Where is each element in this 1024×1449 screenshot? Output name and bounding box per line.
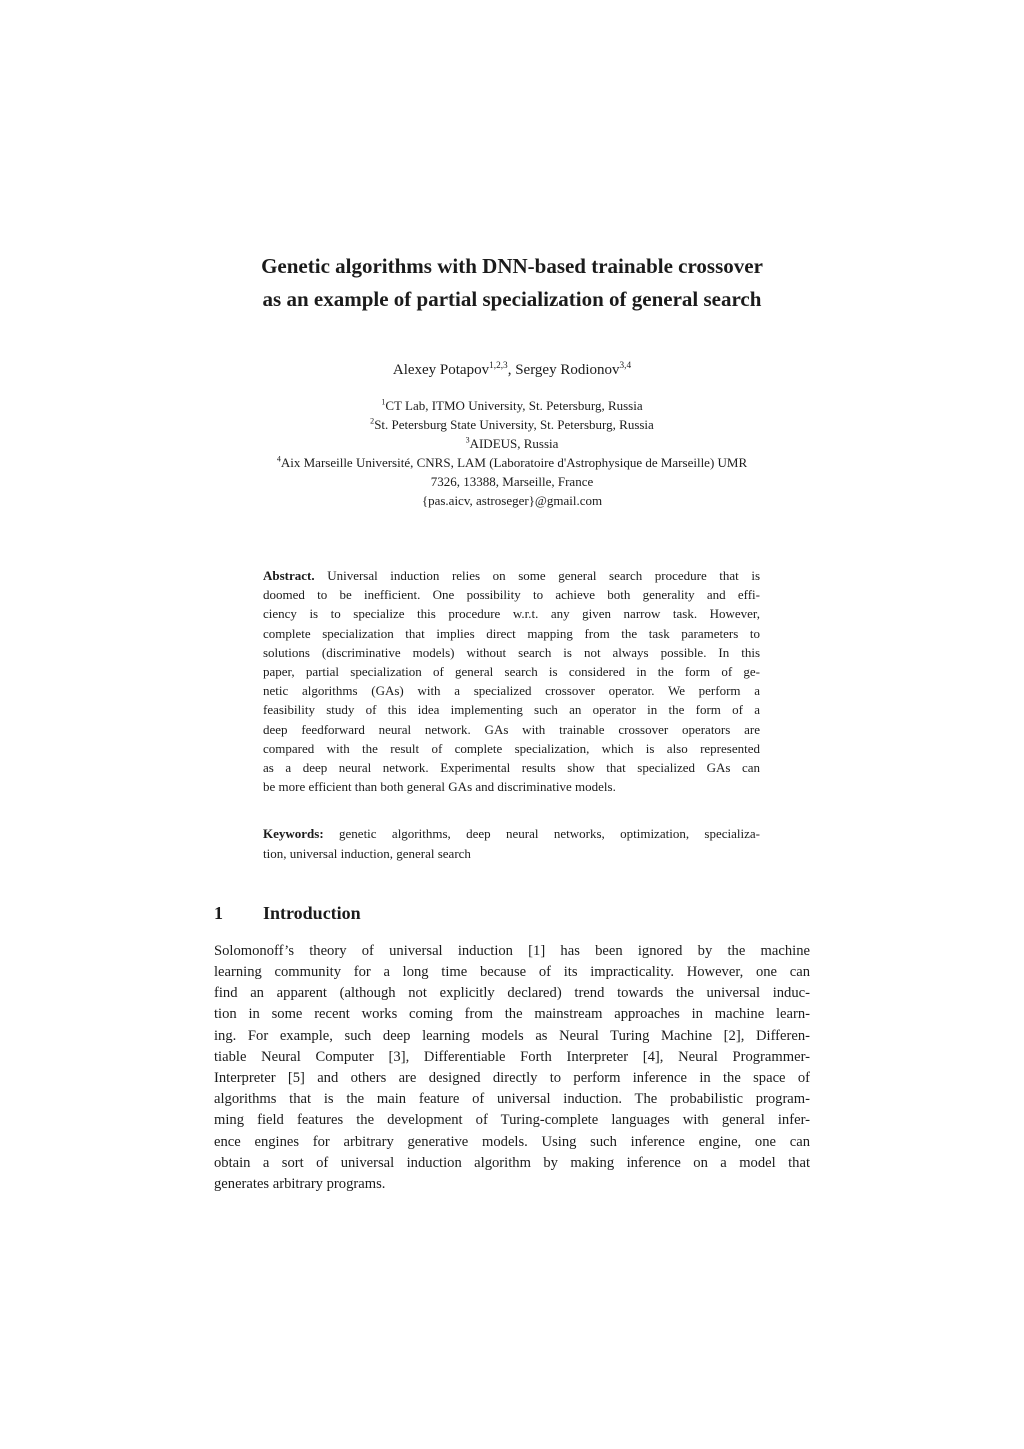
author-name-2: Sergey Rodionov bbox=[515, 362, 620, 378]
keywords-line: Keywords: genetic algorithms, deep neural networks, optimization, specializa- bbox=[263, 826, 760, 842]
affiliation-text-3: AIDEUS, Russia bbox=[469, 436, 559, 451]
abstract-line: doomed to be inefficient. One possibility to achieve both generality and effi- bbox=[263, 587, 760, 603]
paper-title-line-1: Genetic algorithms with DNN-based trainable crossover bbox=[261, 254, 763, 278]
abstract-label: Abstract. bbox=[263, 568, 315, 583]
affiliations-block bbox=[214, 396, 810, 510]
paragraph-line: ence engines for arbitrary generative models. Using such inference engine, one can bbox=[214, 1133, 810, 1150]
abstract-line: Abstract. Universal induction relies on some general search procedure that is bbox=[263, 568, 760, 583]
affiliation-line bbox=[214, 434, 810, 453]
abstract-line: as a deep neural network. Experimental results show that specialized GAs can bbox=[263, 760, 760, 776]
affiliation-text-5: 7326, 13388, Marseille, France bbox=[430, 474, 594, 489]
authors-separator: , bbox=[507, 362, 516, 378]
introduction-paragraph bbox=[214, 941, 810, 1195]
affiliation-text-4: Aix Marseille Université, CNRS, LAM (Laboratoire d'Astrophysique de Marseille) UMR bbox=[280, 455, 748, 470]
section-number: 1 bbox=[214, 902, 223, 923]
paper-title bbox=[214, 0, 810, 316]
paragraph-line: Solomonoff’s theory of universal induction [1] has been ignored by the machine bbox=[214, 942, 810, 959]
paragraph-line: algorithms that is the main feature of universal induction. The probabilistic program- bbox=[214, 1091, 810, 1108]
affiliation-line bbox=[214, 396, 810, 415]
abstract-line: complete specialization that implies direct mapping from the task parameters to bbox=[263, 625, 760, 641]
abstract-line: feasibility study of this idea implementing such an operator in the form of a bbox=[263, 702, 760, 718]
abstract-line: paper, partial specialization of general search is considered in the form of ge- bbox=[263, 664, 760, 680]
keywords-line: tion, universal induction, general search bbox=[263, 845, 471, 861]
abstract-line: compared with the result of complete specialization, which is also represented bbox=[263, 740, 760, 756]
affiliation-sup-1: 1 bbox=[381, 397, 386, 407]
section-heading-introduction bbox=[214, 901, 810, 925]
paragraph-line: Interpreter [5] and others are designed directly to perform inference in the space of bbox=[214, 1070, 810, 1087]
affiliation-line bbox=[214, 415, 810, 434]
affiliation-text-2: St. Petersburg State University, St. Petersburg, Russia bbox=[374, 417, 654, 432]
text-column bbox=[214, 0, 810, 1195]
keywords-label: Keywords: bbox=[263, 826, 324, 842]
abstract-line: netic algorithms (GAs) with a specialized crossover operator. We perform a bbox=[263, 683, 760, 699]
abstract-line: be more efficient than both general GAs and discriminative models. bbox=[263, 779, 616, 795]
paragraph-line: tion in some recent works coming from the mainstream approaches in machine learn- bbox=[214, 1006, 810, 1023]
abstract-line: ciency is to specialize this procedure w.r.t. any given narrow task. However, bbox=[263, 606, 760, 622]
paragraph-line: learning community for a long time because of its impracticality. However, one can bbox=[214, 964, 810, 981]
keywords-block bbox=[263, 824, 760, 862]
affiliation-line bbox=[214, 472, 810, 491]
author-affiliation-sup-2: 3,4 bbox=[619, 361, 632, 371]
paragraph-line: tiable Neural Computer [3], Differentiable Forth Interpreter [4], Neural Programmer- bbox=[214, 1048, 810, 1065]
affiliation-sup-2: 2 bbox=[370, 416, 375, 426]
paragraph-line: find an apparent (although not explicitly declared) trend towards the universal induc- bbox=[214, 985, 810, 1002]
authors-email-line bbox=[214, 491, 810, 510]
paragraph-line: ming field features the development of Turing-complete languages with general infer- bbox=[214, 1112, 810, 1129]
paper-title-line-2: as an example of partial specialization of general search bbox=[262, 287, 762, 311]
section-title: Introduction bbox=[263, 902, 361, 923]
author-name-1: Alexey Potapov bbox=[392, 362, 490, 378]
affiliation-line bbox=[214, 453, 810, 472]
authors-email: {pas.aicv, astroseger}@gmail.com bbox=[421, 493, 603, 508]
abstract-line: solutions (discriminative models) without search is not always possible. In this bbox=[263, 644, 760, 660]
paragraph-line: ing. For example, such deep learning models as Neural Turing Machine [2], Differen- bbox=[214, 1027, 810, 1044]
abstract-block bbox=[263, 566, 760, 796]
authors-line bbox=[214, 360, 810, 380]
paragraph-line: generates arbitrary programs. bbox=[214, 1176, 386, 1193]
affiliation-sup-4: 4 bbox=[276, 454, 281, 464]
affiliation-text-1: CT Lab, ITMO University, St. Petersburg, Russia bbox=[385, 398, 643, 413]
abstract-line: deep feedforward neural network. GAs with trainable crossover operators are bbox=[263, 721, 760, 737]
affiliation-sup-3: 3 bbox=[465, 435, 470, 445]
author-affiliation-sup-1: 1,2,3 bbox=[489, 361, 508, 371]
paragraph-line: obtain a sort of universal induction algorithm by making inference on a model that bbox=[214, 1154, 810, 1171]
